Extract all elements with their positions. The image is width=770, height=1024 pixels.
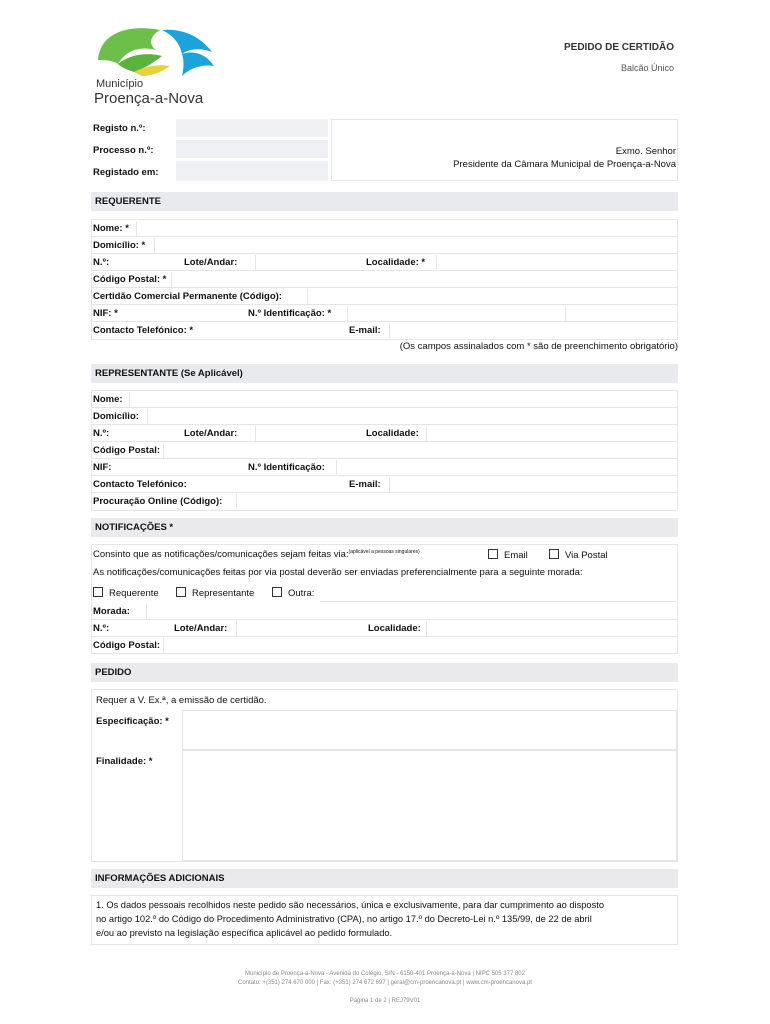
outra-option[interactable] [272, 587, 314, 599]
finalidade-field[interactable] [182, 750, 677, 861]
rep-nid-field[interactable] [336, 460, 677, 475]
req-certidao-row [91, 288, 678, 305]
especificacao-label: Especificação: * [96, 716, 169, 727]
email-checkbox[interactable] [488, 549, 498, 559]
rep-morada-row [91, 425, 678, 442]
footer-address: Município de Proença-a-Nova - Avenida do Colégio, S/N - 6150-401 Proença-a-Nova | NIPC 505 377 802 [245, 971, 525, 977]
req-email-field[interactable] [389, 323, 677, 338]
outra-checkbox[interactable] [272, 587, 282, 597]
req-nid-field[interactable] [347, 306, 448, 321]
finalidade-label: Finalidade: * [96, 756, 153, 767]
req-nome-label: Nome: * [93, 223, 129, 234]
req-nome-field[interactable] [136, 221, 677, 236]
logo-line1: Município [96, 78, 144, 90]
rep-nome-row [91, 391, 678, 408]
logo-line2: Proença-a-Nova [94, 90, 204, 107]
not-lote-field[interactable] [236, 621, 357, 636]
registado-field[interactable] [176, 161, 328, 181]
page-subtitle: Balcão Único [620, 63, 674, 73]
representante-checkbox[interactable] [176, 587, 186, 597]
req-localidade-field[interactable] [436, 255, 677, 270]
rep-email-field[interactable] [389, 477, 677, 492]
rep-nome-field[interactable] [129, 392, 677, 407]
not-morada-label: Morada: [93, 606, 130, 617]
req-domicilio-field[interactable] [154, 238, 675, 253]
rep-contacto-label: Contacto Telefónico: [93, 479, 187, 490]
footer-page: Página 1 de 2 | REJ79V01 [349, 998, 421, 1004]
pedido-text: Requer a V. Ex.ª, a emissão de certidão. [96, 695, 267, 706]
req-nif-row [91, 305, 678, 322]
section-representante: REPRESENTANTE (Se Aplicável) [91, 364, 678, 383]
rep-localidade-field[interactable] [426, 426, 677, 441]
not-numero-row [91, 620, 678, 637]
req-codpostal-field[interactable] [171, 272, 677, 287]
not-lote-label: Lote/Andar: [174, 623, 228, 634]
postal-option[interactable] [549, 549, 608, 561]
req-nid-field-2[interactable] [565, 306, 676, 321]
logo-emblem-icon [90, 20, 220, 82]
rep-numero-label: N.º: [93, 428, 110, 439]
info-line3: e/ou ao previsto na legislação específica aplicável ao pedido formulado. [96, 928, 393, 938]
not-codpostal-field[interactable] [163, 638, 677, 653]
email-option[interactable] [488, 549, 528, 561]
rep-codpostal-row [91, 442, 678, 459]
rep-domicilio-label: Domicílio: [93, 411, 139, 422]
processo-field[interactable] [176, 140, 328, 158]
rep-procuracao-field[interactable] [236, 494, 677, 509]
not-localidade-label: Localidade: [368, 623, 421, 634]
req-localidade-label: Localidade: * [366, 257, 426, 268]
not-numero-label: N.º: [93, 623, 110, 634]
req-contacto-row [91, 322, 678, 339]
addressee-line2: Presidente da Câmara Municipal de Proença-a-Nova [453, 159, 676, 170]
req-contacto-label: Contacto Telefónico: * [93, 325, 194, 336]
consent-label: Consinto que as notificações/comunicações sejam feitas via: [93, 549, 349, 561]
req-codpostal-row [91, 271, 678, 288]
rep-lote-field[interactable] [255, 426, 356, 441]
not-morada-field[interactable] [146, 604, 677, 619]
rep-procuracao-label: Procuração Online (Código): [93, 496, 223, 507]
rep-lote-label: Lote/Andar: [184, 428, 238, 439]
processo-label: Processo n.º: [93, 145, 154, 156]
registo-label: Registo n.º: [93, 123, 146, 134]
rep-procuracao-row [91, 493, 678, 510]
req-lote-label: Lote/Andar: [184, 257, 238, 268]
req-nome-row [91, 220, 678, 237]
addressee-line1: Exmo. Senhor [615, 146, 676, 157]
req-email-label: E-mail: [349, 325, 381, 336]
req-numero-label: N.º: [93, 257, 110, 268]
not-codpostal-row [91, 637, 678, 654]
rep-nif-label: NIF: [93, 462, 112, 473]
req-morada-row [91, 254, 678, 271]
outra-option-label: Outra: [288, 588, 315, 599]
outra-field[interactable] [320, 585, 676, 602]
registo-field[interactable] [176, 119, 328, 137]
requerente-option[interactable] [93, 587, 159, 599]
req-certidao-label: Certidão Comercial Permanente (Código): [93, 291, 282, 302]
rep-domicilio-field[interactable] [147, 409, 676, 424]
registado-label: Registado em: [93, 167, 159, 178]
req-codpostal-label: Código Postal: * [93, 274, 167, 285]
especificacao-field[interactable] [182, 710, 677, 750]
req-nid-label: N.º Identificação: * [248, 308, 332, 319]
postal-instructions: As notificações/comunicações feitas por via postal deverão ser enviadas preferencialmente para a seguinte morada: [93, 567, 583, 578]
rep-nif-row [91, 459, 678, 476]
rep-nome-label: Nome: [93, 394, 123, 405]
representante-option[interactable] [176, 587, 254, 599]
req-nif-label: NIF: * [93, 308, 118, 319]
info-line1: 1. Os dados pessoais recolhidos neste pedido são necessários, única e exclusivamente, para dar cumprimento ao disposto [96, 900, 605, 910]
consent-text [93, 549, 420, 560]
rep-codpostal-field[interactable] [163, 443, 677, 458]
section-notificacoes: NOTIFICAÇÕES * [91, 518, 678, 537]
rep-codpostal-label: Código Postal: [93, 445, 161, 456]
consent-note: (aplicável a pessoas singulares) [348, 549, 420, 555]
requerente-option-label: Requerente [109, 588, 159, 599]
rep-domicilio-row [91, 408, 678, 425]
municipality-logo [90, 20, 220, 110]
req-certidao-field[interactable] [307, 289, 678, 304]
req-domicilio-label: Domicílio: * [93, 240, 146, 251]
postal-option-label: Via Postal [565, 550, 608, 561]
representante-option-label: Representante [192, 588, 255, 599]
postal-checkbox[interactable] [549, 549, 559, 559]
section-pedido: PEDIDO [91, 663, 678, 682]
section-informacoes: INFORMAÇÕES ADICIONAIS [91, 869, 678, 888]
required-fields-note: (Os campos assinalados com * são de preenchimento obrigatório) [399, 341, 678, 352]
footer-contact: Contato: +(351) 274 670 000 | Fax: (+351) 274 672 697 | geral@cm-proencanova.pt | www.cm-proencanova.pt [238, 980, 532, 986]
not-codpostal-label: Código Postal: [93, 640, 161, 651]
req-lote-field[interactable] [255, 255, 356, 270]
section-requerente: REQUERENTE [91, 192, 678, 211]
rep-localidade-label: Localidade: [366, 428, 419, 439]
info-line2: no artigo 102.º do Código do Procedimento Administrativo (CPA), no artigo 17.º do Decreto-Lei n.º 135/99, de 22 de abril [96, 914, 592, 924]
email-option-label: Email [504, 550, 528, 561]
rep-contacto-row [91, 476, 678, 493]
rep-nid-label: N.º Identificação: [248, 462, 325, 473]
not-morada-row [91, 603, 678, 620]
requerente-checkbox[interactable] [93, 587, 103, 597]
req-domicilio-row [91, 237, 678, 254]
page-title: PEDIDO DE CERTIDÃO [563, 42, 674, 53]
not-localidade-field[interactable] [426, 621, 677, 636]
rep-email-label: E-mail: [349, 479, 381, 490]
